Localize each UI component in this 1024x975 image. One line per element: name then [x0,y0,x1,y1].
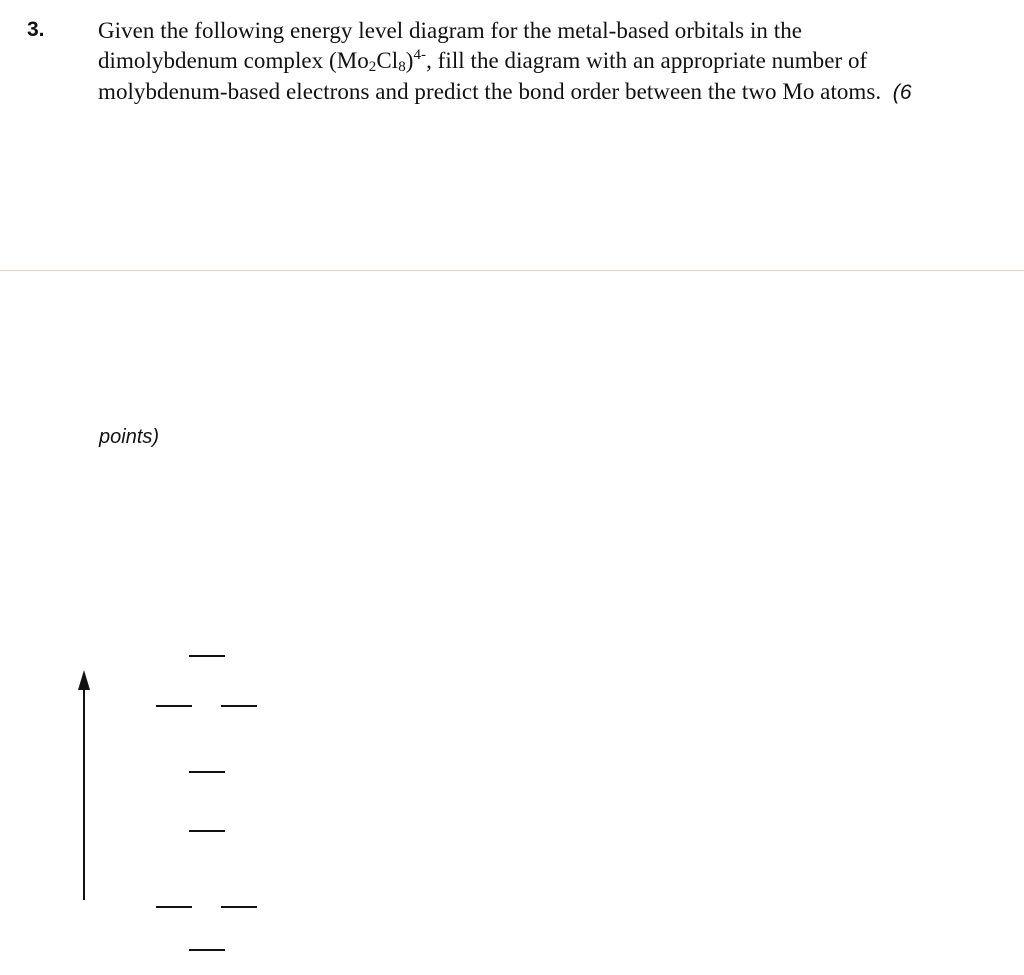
subscript-8: 8 [398,59,406,75]
line2-after: , fill the diagram with an appropriate number of [426,48,868,73]
charge-superscript: 4- [413,47,427,63]
question-line-1: Given the following energy level diagram for the metal-based orbitals in the [98,18,803,43]
line2-cl: Cl [376,48,399,73]
line2-close-paren: ) [405,48,414,73]
points-label: points) [99,426,160,448]
line2-before: dimolybdenum complex (Mo [98,48,369,73]
subscript-2: 2 [368,59,377,75]
question-number: 3. [27,18,45,41]
energy-axis-arrowhead [78,670,90,690]
line3-text: molybdenum-based electrons and predict the bond order between the two Mo atoms. [98,79,882,104]
points-open: (6 [892,81,912,104]
